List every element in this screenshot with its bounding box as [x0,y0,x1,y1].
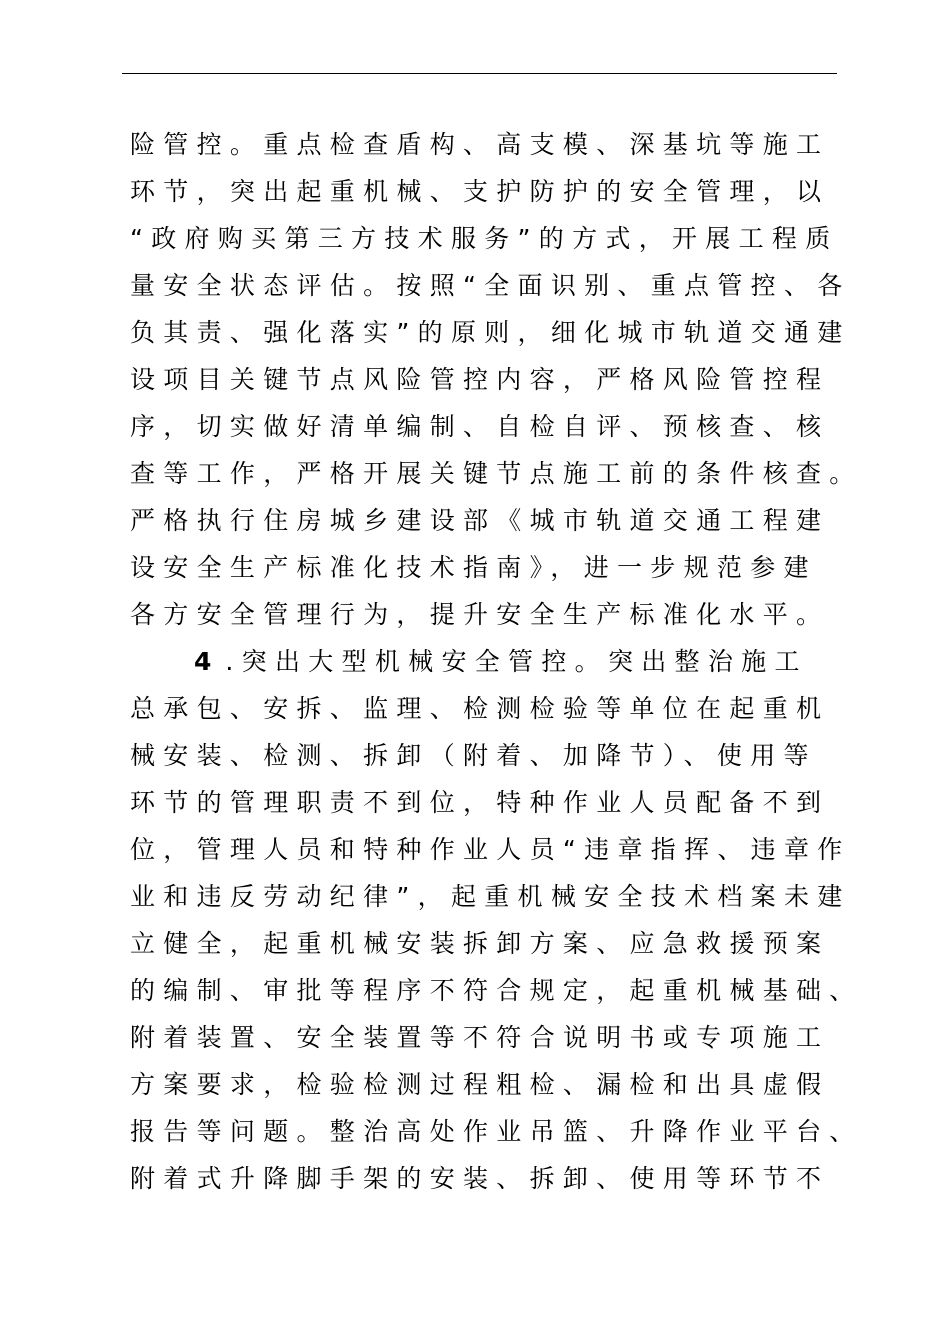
text-line: “政府购买第三方技术服务”的方式，开展工程质 [130,224,839,253]
text-line: 的编制、审批等程序不符合规定，起重机械基础、 [130,976,863,1005]
text-line: 设项目关键节点风险管控内容，严格风险管控程 [130,365,830,394]
text-line: 附着装置、安全装置等不符合说明书或专项施工 [130,1023,830,1052]
text-line: 环节，突出起重机械、支护防护的安全管理，以 [130,177,830,206]
text-line: 方案要求，检验检测过程粗检、漏检和出具虚假 [130,1070,830,1099]
text-line: 业和违反劳动纪律”，起重机械安全技术档案未建 [130,882,851,911]
text-line: 立健全，起重机械安装拆卸方案、应急救援预案 [130,929,830,958]
text-line: 报告等问题。整治高处作业吊篮、升降作业平台、 [130,1117,863,1146]
text-line: 环节的管理职责不到位，特种作业人员配备不到 [130,788,830,817]
text-line: 序，切实做好清单编制、自检自评、预核查、核 [130,412,830,441]
text-line: 械安装、检测、拆卸（附着、加降节）、使用等 [130,741,817,770]
text-line: 险管控。重点检查盾构、高支模、深基坑等施工 [130,130,830,159]
text-line: 查等工作，严格开展关键节点施工前的条件核查。 [130,459,863,488]
item-4-heading-line [130,642,850,689]
document-body [130,125,863,1206]
text-line: 量安全状态评估。按照“全面识别、重点管控、各 [130,271,851,300]
text-line: 严格执行住房城乡建设部《城市轨道交通工程建 [130,506,830,535]
text-line: 负其责、强化落实”的原则，细化城市轨道交通建 [130,318,851,347]
text-line: 位，管理人员和特种作业人员“违章指挥、违章作 [130,835,851,864]
header-rule [122,73,837,74]
text-line: 总承包、安拆、监理、检测检验等单位在起重机 [130,694,830,723]
item-4-text: .突出大型机械安全管控。突出整治施工 [225,647,808,676]
text-line: 设安全生产标准化技术指南》，进一步规范参建 [130,553,817,582]
text-line: 各方安全管理行为，提升安全生产标准化水平。 [130,600,830,629]
item-number: 4 [194,647,212,676]
text-line: 附着式升降脚手架的安装、拆卸、使用等环节不 [130,1164,830,1193]
